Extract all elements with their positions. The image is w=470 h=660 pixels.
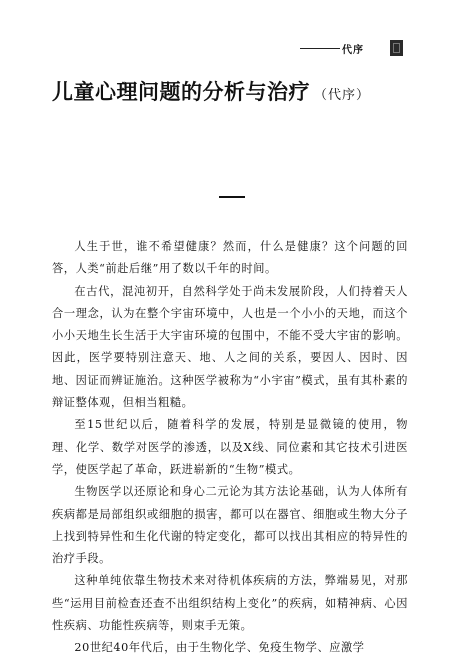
thumb-tab-marker	[390, 40, 403, 56]
paragraph: 生物医学以还原论和身心二元论为其方法论基础，认为人体所有疾病都是局部组织或细胞的损害，都可以在器官、细胞或生物大分子上找到特异性和生化代谢的特定变化，都可以找出其相应的特异性的治疗手段。	[52, 485, 408, 566]
paragraph: 人生于世，谁不希望健康？然而，什么是健康？这个问题的回答，人类“前赴后继”用了数以千年的时间。	[52, 240, 408, 276]
paragraph: 这种单纯依靠生物技术来对待机体疾病的方法，弊端易见，对那些“运用目前检查还查不出组织结构上变化”的疾病，如精神病、心因性疾病、功能性疾病等，则束手无策。	[52, 574, 408, 633]
running-head	[300, 40, 403, 56]
paragraph: 20世纪40年代后，由于生物化学、免疫生物学、应激学	[74, 641, 365, 655]
section-number	[219, 196, 245, 198]
running-head-rule	[300, 48, 340, 49]
paragraph: 在古代，混沌初开，自然科学处于尚未发展阶段，人们持着天人合一理念，认为在整个宇宙环境中，人也是一个小小的天地，而这个小小天地生长生活于大宇宙环境的包围中，不能不受大宇宙的影响。因此，医学要特别注意天、地、人之间的关系，要因人、因时、因地、因证而辨证施治。这种医学被称为“小宇宙”模式，虽有其朴素的辩证整体观，但相当粗糙。	[52, 284, 408, 410]
chapter-title-main: 儿童心理问题的分析与治疗	[52, 79, 310, 104]
chapter-title	[52, 76, 370, 106]
paragraph: 至15世纪以后，随着科学的发展，特别是显微镜的使用，物理、化学、数学对医学的渗透，以及X线、同位素和其它技术引进医学，使医学起了革命，跃进崭新的“生物”模式。	[52, 418, 408, 476]
body-text	[52, 236, 408, 660]
chapter-title-suffix: （代序）	[314, 88, 371, 103]
running-head-label: 代序	[342, 44, 364, 56]
